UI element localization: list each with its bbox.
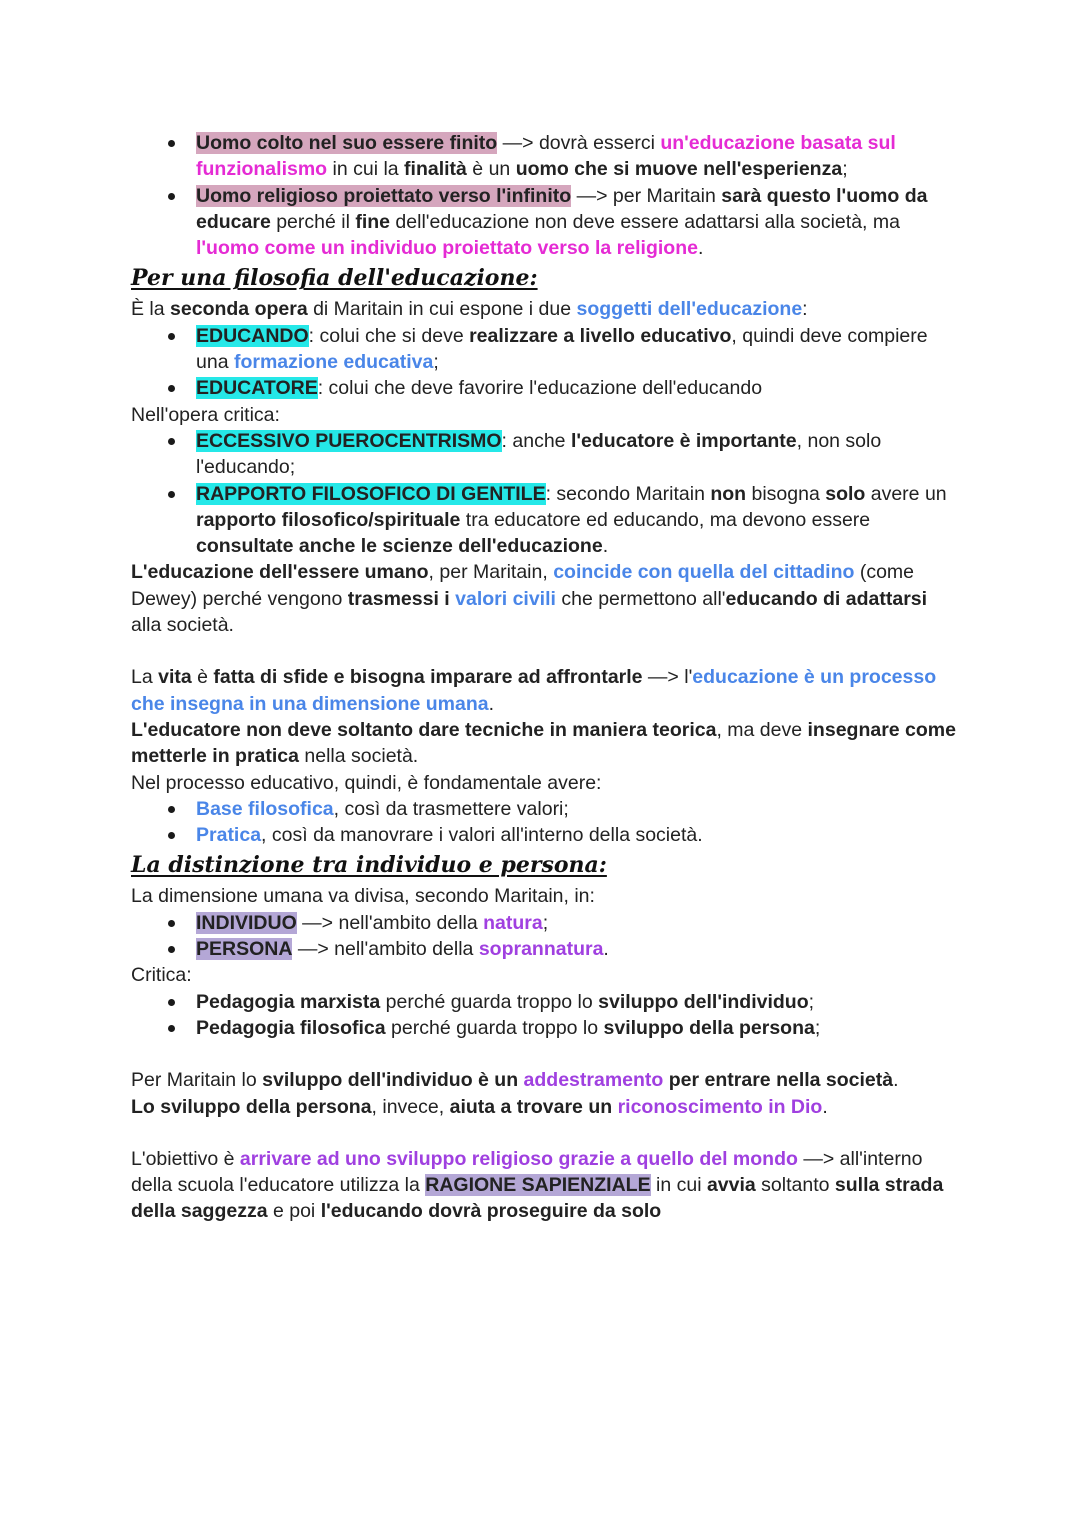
paragraph-intro (131, 296, 961, 322)
bold-text: fatta di sfide e bisogna imparare ad affrontarle (213, 666, 643, 689)
list-item (131, 183, 961, 262)
text: ; (814, 1016, 821, 1039)
text: : (802, 298, 808, 321)
bullet-list-processo (131, 796, 961, 849)
bullet-list-critica-opera (131, 428, 961, 559)
bold-text: rapporto filosofico/spirituale (196, 508, 461, 531)
text: Per Maritain lo (131, 1069, 263, 1092)
bold-text: educando di adattarsi (725, 587, 928, 610)
text: : colui che deve favorire l'educazione dell'educando (317, 377, 763, 400)
bold-text: aiuta a trovare un (449, 1095, 613, 1118)
list-item (131, 989, 961, 1015)
text: : secondo Maritain (545, 482, 711, 505)
list-item (131, 822, 961, 848)
text: , ma deve (716, 718, 808, 741)
bold-text: realizzare a livello educativo (469, 324, 732, 347)
bold-text: sviluppo della persona (603, 1016, 815, 1039)
highlight-text: INDIVIDUO (196, 911, 297, 934)
text: (come Dewey) perché vengono (131, 561, 915, 610)
text: ; (542, 911, 549, 934)
text: —> per Maritain (571, 184, 722, 207)
highlight-text: ECCESSIVO PUEROCENTRISMO (196, 429, 502, 452)
paragraph-cittadino (131, 559, 961, 638)
text: . (603, 938, 609, 961)
bold-text: uomo che si muove nell'esperienza (515, 158, 843, 181)
list-item (131, 428, 961, 481)
blue-text: Pratica (196, 824, 262, 847)
blue-text: Base filosofica (196, 797, 334, 820)
bullet-list-critica (131, 989, 961, 1042)
bold-text: sviluppo dell'individuo (598, 990, 809, 1013)
text: ; (842, 158, 848, 181)
bold-text: trasmessi i (347, 587, 450, 610)
purple-text: soprannatura (478, 938, 604, 961)
text: —> nell'ambito della (292, 938, 479, 961)
bullet-list-individuo-persona (131, 910, 961, 963)
text: in cui la (327, 158, 405, 181)
text: perché guarda troppo lo (385, 1016, 604, 1039)
text: , non solo l'educando; (196, 429, 882, 479)
purple-text: arrivare ad uno sviluppo religioso grazie a quello del mondo (239, 1147, 798, 1170)
bold-text: fine (355, 210, 391, 233)
purple-text: addestramento (523, 1069, 664, 1092)
text: La (131, 666, 159, 689)
text: —> nell'ambito della (296, 911, 484, 934)
list-item (131, 130, 961, 183)
bold-text: l'educando dovrà proseguire da solo (320, 1200, 662, 1223)
text: : colui che si deve (308, 324, 470, 347)
text: avere un (865, 482, 947, 505)
pink-text: l'uomo come un individuo proiettato verso la religione (196, 237, 698, 260)
list-item (131, 796, 961, 822)
bold-text: avvia (706, 1174, 756, 1197)
list-item (131, 375, 961, 401)
text: dell'educazione non deve essere adattarsi alla società, ma (390, 210, 900, 233)
list-item (131, 481, 961, 560)
text: , così da trasmettere valori; (333, 797, 569, 820)
paragraph-educatore (131, 717, 961, 770)
text: . (488, 692, 495, 715)
text: . (697, 237, 704, 260)
bold-text: per entrare nella società (668, 1069, 894, 1092)
text: —> l' (642, 666, 693, 689)
text: perché il (270, 210, 356, 233)
text: nella società. (298, 745, 419, 768)
text: soltanto (755, 1174, 835, 1197)
section-heading-distinzione: La distinzione tra individuo e persona: (131, 852, 607, 879)
text: . (602, 535, 609, 558)
bold-text: Pedagogia filosofica (196, 1016, 386, 1039)
text: ; (433, 351, 439, 374)
bold-text: non (710, 482, 747, 505)
highlight-text: Uomo colto nel suo essere finito (196, 132, 498, 154)
bold-text: insegnare come metterle in pratica (131, 718, 956, 768)
paragraph-individuo (131, 1067, 961, 1093)
text: alla società. (131, 614, 234, 637)
text: L'obiettivo è (131, 1147, 240, 1170)
bold-text: consultate anche le scienze dell'educazione (196, 535, 603, 558)
bold-text: sulla strada della saggezza (131, 1174, 944, 1223)
text: , quindi deve compiere una (196, 324, 928, 374)
paragraph-persona (131, 1094, 961, 1120)
text: , invece, (371, 1095, 450, 1118)
text: —> all'interno della scuola l'educatore utilizza la (131, 1147, 923, 1197)
text: che permettono all' (555, 587, 726, 610)
text: perché guarda troppo lo (380, 990, 599, 1013)
bullet-list-soggetti (131, 323, 961, 402)
blue-text: formazione educativa (233, 351, 434, 374)
text: . (893, 1069, 899, 1092)
blue-text: soggetti dell'educazione (576, 298, 803, 321)
blue-text: coincide con quella del cittadino (553, 561, 855, 584)
bold-text: L'educatore non deve soltanto dare tecniche in maniera teorica (131, 718, 717, 741)
highlight-text: RAGIONE SAPIENZIALE (425, 1174, 651, 1197)
paragraph-obiettivo (131, 1146, 961, 1225)
blue-text: valori civili (455, 587, 556, 610)
document-content (131, 130, 961, 1225)
list-item (131, 1015, 961, 1041)
text: : anche (501, 429, 571, 452)
paragraph-dimensione: La dimensione umana va divisa, secondo Maritain, in: (131, 885, 595, 908)
text: È la (131, 298, 171, 321)
blue-text: educazione è un processo che insegna in una dimensione umana (131, 666, 937, 715)
bold-text: vita (158, 666, 192, 689)
bold-text: sviluppo dell'individuo è un (262, 1069, 519, 1092)
text: tra educatore ed educando, ma devono essere (460, 508, 871, 531)
highlight-text: Uomo religioso proiettato verso l'infinito (196, 184, 572, 207)
paragraph-label: Nell'opera critica: (131, 403, 280, 426)
bold-text: solo (825, 482, 866, 505)
text: ; (808, 990, 815, 1013)
bold-text: sarà questo l'uomo da educare (196, 184, 928, 233)
bullet-list-uomo (131, 130, 961, 261)
text: e poi (267, 1200, 321, 1223)
paragraph-label: Critica: (131, 964, 192, 987)
text: in cui (650, 1174, 707, 1197)
bold-text: Lo sviluppo della persona (131, 1095, 372, 1118)
text: —> dovrà esserci (497, 132, 661, 154)
text: . (822, 1095, 828, 1118)
bold-text: Pedagogia marxista (196, 990, 381, 1013)
text: , per Maritain, (428, 561, 554, 584)
bold-text: L'educazione dell'essere umano (131, 561, 429, 584)
paragraph-processo: Nel processo educativo, quindi, è fondamentale avere: (131, 771, 602, 794)
purple-text: natura (483, 911, 543, 934)
list-item (131, 936, 961, 962)
highlight-text: EDUCANDO (196, 324, 309, 347)
bold-text: finalità (404, 158, 467, 181)
text: di Maritain in cui espone i due (307, 298, 577, 321)
highlight-text: RAPPORTO FILOSOFICO DI GENTILE (196, 482, 546, 505)
pink-text: un'educazione basata sul funzionalismo (196, 132, 896, 181)
highlight-text: EDUCATORE (196, 377, 318, 400)
bold-text: l'educatore è importante (570, 429, 797, 452)
highlight-text: PERSONA (196, 938, 293, 961)
text: è (191, 666, 214, 689)
text: è un (466, 158, 516, 181)
spacer (131, 1041, 961, 1067)
text: , così da manovrare i valori all'interno della società. (261, 824, 703, 847)
spacer (131, 1120, 961, 1146)
bold-text: seconda opera (170, 298, 308, 321)
section-heading-filosofia: Per una filosofia dell'educazione: (131, 265, 538, 292)
text: bisogna (746, 482, 826, 505)
list-item (131, 910, 961, 936)
spacer (131, 638, 961, 664)
list-item (131, 323, 961, 376)
paragraph-sfide (131, 664, 961, 717)
purple-text: riconoscimento in Dio (617, 1095, 823, 1118)
